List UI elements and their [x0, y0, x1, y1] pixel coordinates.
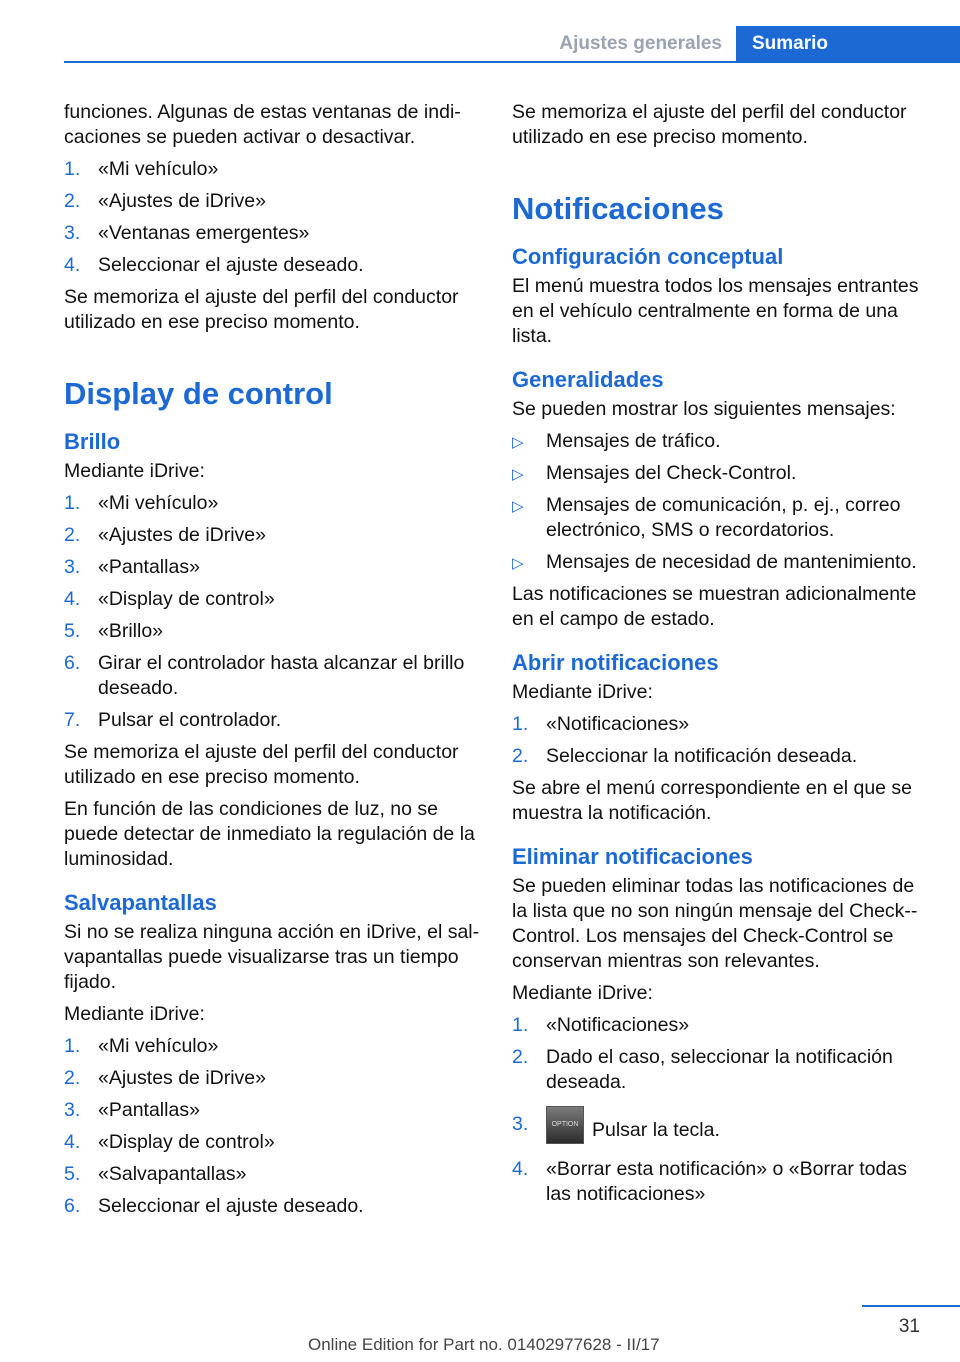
list-item: 1. «Notificaciones»: [512, 713, 690, 735]
list-item: 5. «Brillo»: [64, 620, 164, 642]
list-item: 3. «Pantallas»: [64, 1099, 200, 1121]
concept-paragraph: El menú muestra todos los mensajes entrantes en el vehículo centralmente en forma de una lista.: [512, 275, 919, 347]
triangle-bullet-icon: ▷: [512, 466, 524, 483]
intro-paragraph: funciones. Algunas de estas ventanas de indi‐caciones se pueden activar o desactivar.: [64, 101, 461, 148]
idrive-label: Mediante iDrive:: [512, 982, 653, 1004]
list-item: 4. «Borrar esta notificación» o «Borrar todas las notificaciones»: [512, 1158, 907, 1205]
heading-configuracion: Configuración conceptual: [512, 244, 784, 269]
list-item: 6. Seleccionar el ajuste deseado.: [64, 1195, 364, 1217]
heading-notificaciones: Notificaciones: [512, 191, 724, 226]
triangle-bullet-icon: ▷: [512, 498, 524, 515]
delete-steps-list: [512, 1013, 932, 1207]
heading-brillo: Brillo: [64, 429, 121, 454]
open-note: Se abre el menú correspondiente en el que se muestra la notificación.: [512, 777, 913, 824]
list-item: 2. Seleccionar la notificación deseada.: [512, 745, 858, 767]
header-tab-sumario[interactable]: Sumario: [736, 26, 960, 61]
list-item: ▷ Mensajes de tráfico.: [512, 429, 932, 454]
list-item: 3. OPTION Pulsar la tecla.: [512, 1102, 932, 1150]
list-item: 4. Seleccionar el ajuste deseado.: [64, 254, 364, 276]
brillo-steps-list: [64, 491, 482, 733]
general-intro: Se pueden mostrar los siguientes mensajes:: [512, 398, 896, 420]
list-item: 7. Pulsar el controlador.: [64, 709, 282, 731]
list-item: ▷ Mensajes de necesidad de mantenimiento.: [512, 550, 932, 575]
footer-rule: [862, 1305, 960, 1307]
option-button-icon: OPTION: [546, 1106, 584, 1144]
list-item: 1. «Mi vehículo»: [64, 1035, 219, 1057]
header-rule: [64, 61, 960, 63]
list-item: ▷ Mensajes de comunicación, p. ej., correo electrónico, SMS o recordatorios.: [512, 494, 901, 541]
list-item: 3. «Pantallas»: [64, 556, 200, 578]
salva-description: Si no se realiza ninguna acción en iDrive, el sal‐vapantallas puede visualizarse tras un tiempo fijado.: [64, 921, 480, 993]
list-item: 2. Dado el caso, seleccionar la notificación deseada.: [512, 1046, 893, 1093]
heading-generalidades: Generalidades: [512, 367, 664, 392]
list-item: 4. «Display de control»: [64, 588, 275, 610]
list-item: 1. «Mi vehículo»: [64, 492, 219, 514]
salva-steps-list: [64, 1034, 482, 1219]
page-number: 31: [898, 1316, 920, 1337]
list-item: ▷ Mensajes del Check-Control.: [512, 461, 932, 486]
list-item: 5. «Salvapantallas»: [64, 1163, 247, 1185]
profile-note: Se memoriza el ajuste del perfil del conductor utilizado en ese preciso momento.: [64, 286, 459, 333]
list-item: 3. «Ventanas emergentes»: [64, 222, 310, 244]
light-note: En función de las condiciones de luz, no se puede detectar de inmediato la regulación de la luminosidad.: [64, 798, 475, 870]
heading-eliminar: Eliminar notificaciones: [512, 844, 753, 869]
header-section-label: Ajustes generales: [559, 33, 722, 54]
message-types-list: [512, 429, 932, 575]
profile-note: Se memoriza el ajuste del perfil del conductor utilizado en ese preciso momento.: [64, 741, 459, 788]
list-item: 2. «Ajustes de iDrive»: [64, 524, 266, 546]
idrive-label: Mediante iDrive:: [64, 460, 205, 482]
idrive-label: Mediante iDrive:: [64, 1003, 205, 1025]
edition-footer: Online Edition for Part no. 01402977628 - II/17: [308, 1335, 660, 1354]
heading-display-control: Display de control: [64, 376, 333, 411]
idrive-label: Mediante iDrive:: [512, 681, 653, 703]
popup-steps-list: [64, 157, 482, 278]
list-item: 2. «Ajustes de iDrive»: [64, 190, 266, 212]
list-item: 2. «Ajustes de iDrive»: [64, 1067, 266, 1089]
profile-note: Se memoriza el ajuste del perfil del conductor utilizado en ese preciso momento.: [512, 101, 907, 148]
list-item: 1. «Mi vehículo»: [64, 158, 219, 180]
status-note: Las notificaciones se muestran adicionalmente en el campo de estado.: [512, 583, 917, 630]
heading-abrir: Abrir notificaciones: [512, 650, 719, 675]
delete-description: Se pueden eliminar todas las notificaciones de la lista que no son ningún mensaje del Check-‐Control. Los mensajes del Check-Control se conservan mientras son relevantes.: [512, 875, 918, 972]
list-item: 1. «Notificaciones»: [512, 1014, 690, 1036]
right-column: [512, 100, 932, 1214]
heading-salvapantallas: Salvapantallas: [64, 890, 217, 915]
open-steps-list: [512, 712, 932, 769]
triangle-bullet-icon: ▷: [512, 555, 524, 572]
left-column: [64, 100, 482, 1226]
list-item: 4. «Display de control»: [64, 1131, 275, 1153]
list-item: 6. Girar el controlador hasta alcanzar el brillo deseado.: [64, 652, 465, 699]
triangle-bullet-icon: ▷: [512, 434, 524, 451]
